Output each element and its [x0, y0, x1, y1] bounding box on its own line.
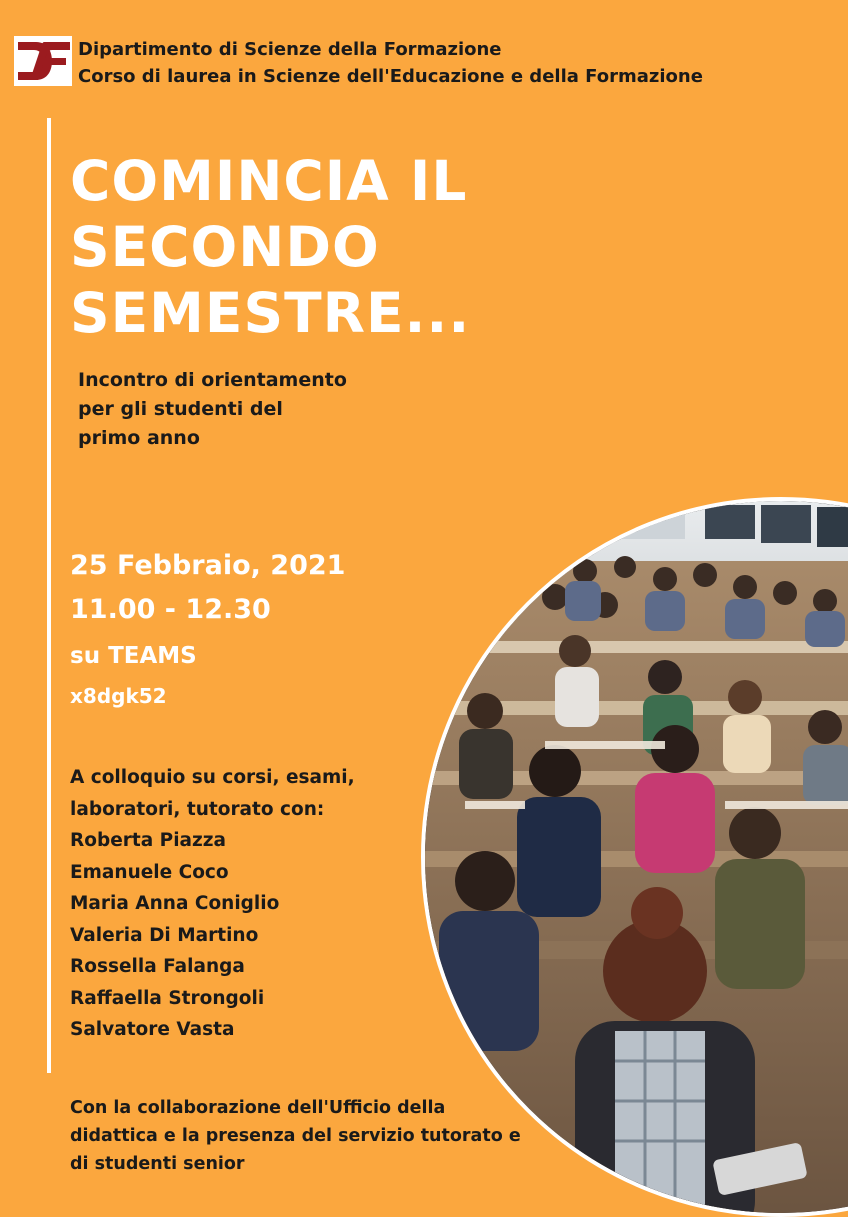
headline-line-1: COMINCIA IL: [70, 149, 468, 213]
event-time: 11.00 - 12.30: [70, 594, 271, 625]
headline-line-3: SEMESTRE...: [70, 281, 471, 345]
course-name: Corso di laurea in Scienze dell'Educazione e della Formazione: [78, 66, 703, 87]
headline-line-2: SECONDO: [70, 215, 380, 279]
footer-line-2: didattica e la presenza del servizio tutorato e: [70, 1126, 521, 1146]
tutor-name: Raffaella Strongoli: [70, 987, 265, 1009]
footer-line-1: Con la collaborazione dell'Ufficio della: [70, 1098, 446, 1118]
tutor-name: Emanuele Coco: [70, 861, 229, 883]
tutor-name: Salvatore Vasta: [70, 1019, 235, 1040]
colloquio-intro-line-2: laboratori, tutorato con:: [70, 798, 325, 820]
tutor-name: Roberta Piazza: [70, 830, 227, 851]
vertical-divider: [47, 118, 51, 1073]
event-platform: su TEAMS: [70, 643, 197, 669]
tutor-name: Maria Anna Coniglio: [70, 893, 280, 914]
department-heading: [78, 36, 703, 90]
subtitle-line-1: Incontro di orientamento: [78, 369, 347, 391]
teams-code: x8dgk52: [70, 684, 167, 708]
collaboration-note: [70, 1094, 521, 1178]
colloquio-intro-line-1: A colloquio su corsi, esami,: [70, 767, 355, 788]
tutor-name: Rossella Falanga: [70, 956, 245, 977]
subtitle: [78, 366, 347, 453]
subtitle-line-3: primo anno: [78, 427, 200, 449]
footer-line-3: di studenti senior: [70, 1154, 245, 1174]
tutor-name: Valeria Di Martino: [70, 924, 259, 946]
department-logo: [14, 36, 72, 86]
colloquio-section: [70, 762, 355, 1046]
subtitle-line-2: per gli studenti del: [78, 398, 283, 420]
department-name: Dipartimento di Scienze della Formazione: [78, 39, 502, 60]
event-date: 25 Febbraio, 2021: [70, 550, 346, 581]
dsf-logo-icon: [14, 36, 72, 86]
headline: [70, 148, 470, 346]
